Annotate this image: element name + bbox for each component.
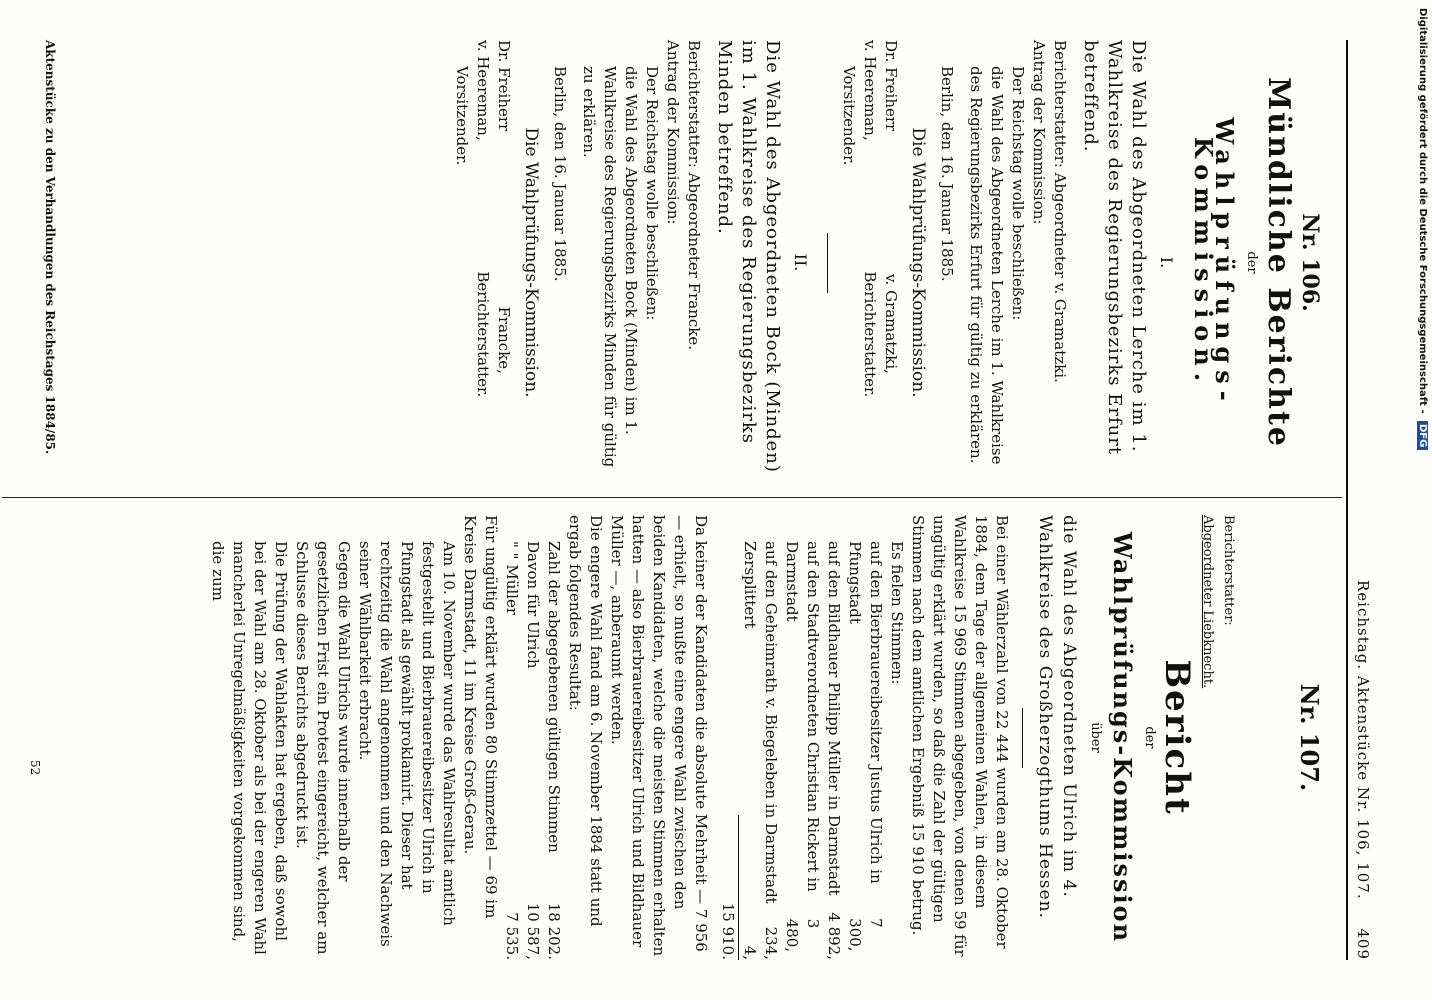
header-title: Reichstag. Aktenstücke Nr. 106, 107. <box>1354 580 1372 900</box>
page-number: 409 <box>1354 928 1372 960</box>
reporter-name: Francke, <box>495 306 513 374</box>
result-value: 7 535. <box>503 912 521 960</box>
divider <box>827 233 828 293</box>
vote-value: 4 892, <box>825 912 843 960</box>
section-ii-number: II. <box>791 253 810 272</box>
vote-label: auf den Bierbrauereibesitzer Justus Ulrich in Pfungstadt <box>846 541 885 884</box>
result-value: 10 587, <box>524 902 542 960</box>
reporter-role: Berichterstatter. <box>861 271 879 398</box>
left-column <box>451 40 1332 485</box>
footer-note: Aktenstücke zu den Verhandlungen des Reichstages 1884/85. <box>43 40 57 455</box>
vote-row <box>823 515 844 960</box>
chair-role: Vorsitzender. <box>840 66 858 166</box>
section-ii-title: Die Wahl des Abgeordneten Bock (Minden) im 1. Wahlkreise des Regierungsbezirks Minden betreffend. <box>714 40 783 473</box>
section-i-number: I. <box>1157 256 1176 269</box>
section-i-date: Berlin, den 16. Januar 1885. <box>938 66 956 282</box>
paragraph-1: Bei einer Wählerzahl von 22 444 wurden am 28. Oktober 1884, dem Tage der allgemeinen Wahlen, in diesem Wahlkreise 15 969 Stimmen abgegeben, von denen 59 für ungültig erklärt wurden, so daß die Zahl der gültigen Stimmen nach dem amtlichen Ergebniß 15 910 betrug. <box>909 515 1011 957</box>
section-ii-chair <box>451 40 514 254</box>
section-ii-signatures <box>451 40 514 485</box>
section-ii-date: Berlin, den 16. Januar 1885. <box>551 66 569 282</box>
vote-row <box>739 515 760 960</box>
reporter-name: v. Gramatzki, <box>882 273 900 374</box>
section-ii-commission: Die Wahlprüfungs-Kommission. <box>521 127 541 398</box>
section-i-antrag: Antrag der Kommission: <box>1030 40 1048 225</box>
section-ii-reporter-sig <box>451 271 514 485</box>
heading-ueber: über <box>1088 722 1103 753</box>
result-row <box>522 515 543 960</box>
paragraph-6: Gegen die Wahl Ulrichs wurde innerhalb der gesetzlichen Frist ein Protest eingereicht, welcher am Schlusse dieses Berichts abgedruckt ist. <box>293 541 353 955</box>
vote-value: 234, <box>762 926 780 960</box>
section-i-beschluss: Der Reichstag wolle beschließen: <box>1009 66 1027 321</box>
running-header <box>1346 40 1372 960</box>
section-i-signatures <box>838 40 901 485</box>
report-subject: die Wahl des Abgeordneten Ulrich im 4. Wahlkreise des Großherzogthums Hessen. <box>1035 515 1079 919</box>
reporter-name: Abgeordneter Liebknecht. <box>1200 515 1215 689</box>
vote-value: 3 480, <box>783 918 822 953</box>
es-fielen-label: Es fielen Stimmen: <box>888 541 906 685</box>
result-label: " " Müller <box>503 541 521 615</box>
section-i-commission: Die Wahlprüfungs-Kommission. <box>908 127 928 398</box>
section-ii-text: die Wahl des Abgeordneten Bock (Minden) im 1. Wahlkreise des Regierungsbezirks Minden für gültig zu erklären. <box>580 66 640 468</box>
section-ii-beschluss: Der Reichstag wolle beschließen: <box>643 66 661 321</box>
paragraph-2: Da keiner der Kandidaten die absolute Mehrheit — 7 956 — erhielt, so mußte eine engere Wahl zwischen den beiden Kandidaten, welche die meisten Stimmen erhalten hatten — also Bierbrauereibesitzer Ulrich und Bildhauer Müller —, anberaumt werden. <box>608 515 710 957</box>
paragraph-4: Für ungültig erklärt wurden 80 Stimmzettel — 69 im Kreise Darmstadt, 11 im Kreise Groß-Gerau. <box>461 515 500 919</box>
result-label: Davon für Ulrich <box>524 541 542 669</box>
reporter-role: Berichterstatter. <box>474 271 492 398</box>
heading-der: der <box>1244 251 1259 274</box>
paragraph-5: Am 10. November wurde das Wahlresultat amtlich festgestellt und Bierbrauereibesitzer Ulrich in Pfungstadt als gewählt proklamirt. Dieser hat rechtzeitig die Wahl angenommen und den Nachweis seiner Wählbarkeit erbracht. <box>356 541 458 947</box>
right-column <box>207 515 1332 960</box>
heading-commission: Wahlprüfungs-Kommission. <box>1189 117 1239 408</box>
vote-row <box>781 515 823 960</box>
heading-bericht: Bericht <box>1157 659 1197 816</box>
vote-label: auf den Stadtverordneten Christian Rickert in Darmstadt <box>783 541 822 892</box>
section-i-text: die Wahl des Abgeordneten Lerche im 1. Wahlkreise des Regierungsbezirks Erfurt für gültig zu erklären. <box>967 66 1006 465</box>
result-label: Zahl der abgegebenen gültigen Stimmen <box>545 541 563 853</box>
result-row <box>501 515 522 960</box>
chair-name: Dr. Freiherr v. Heereman, <box>861 40 900 141</box>
result-list <box>501 515 564 960</box>
vote-label: auf den Geheimrath v. Biegeleben in Darmstadt <box>762 541 780 904</box>
vote-value: 7 300, <box>846 918 885 952</box>
vote-row <box>844 515 886 960</box>
column-divider <box>2 497 1342 498</box>
digitization-label: Digitalisierung gefördert durch die Deutsche Forschungsgemeinschaft - <box>1417 8 1428 414</box>
section-i-title: Die Wahl des Abgeordneten Lerche im 1. Wahlkreise des Regierungsbezirks Erfurt betreffend. <box>1080 40 1149 456</box>
heading-commission: Wahlprüfungs-Kommission <box>1108 531 1137 944</box>
vote-list <box>717 515 886 960</box>
doc-number-106: Nr. 106. <box>1297 213 1323 312</box>
digitization-note <box>1410 8 1428 992</box>
result-row <box>543 515 564 960</box>
section-ii-reporter: Berichterstatter: Abgeordneter Francke. <box>685 40 703 351</box>
digitization-text <box>1410 8 1428 992</box>
heading-der: der <box>1142 726 1157 749</box>
doc-number-107: Nr. 107. <box>1295 683 1324 792</box>
vote-value: 4, <box>741 945 759 960</box>
dfg-badge: DFG <box>1417 421 1428 450</box>
section-ii-antrag: Antrag der Kommission: <box>664 40 682 225</box>
chair-role: Vorsitzender. <box>453 66 471 166</box>
paragraph-7: Die Prüfung der Wahlakten hat ergeben, daß sowohl bei der Wahl am 28. Oktober als bei der engeren Wahl mancherlei Unregelmäßigkeiten vorgekommen sind, die zum <box>209 541 290 955</box>
chair-name: Dr. Freiherr v. Heereman, <box>474 40 513 141</box>
vote-total: 15 910. <box>717 815 739 960</box>
section-i-reporter-sig <box>838 271 901 485</box>
heading-muendliche-berichte: Mündliche Berichte <box>1261 77 1296 448</box>
sheet-number: 52 <box>28 760 42 776</box>
vote-row <box>760 515 781 960</box>
vote-label: auf den Bildhauer Philipp Müller in Darmstadt <box>825 541 843 896</box>
divider <box>1022 708 1023 768</box>
result-value: 18 202. <box>545 902 563 960</box>
vote-label: Zersplittert <box>741 541 759 629</box>
section-i-chair <box>838 40 901 254</box>
paragraph-3: Die engere Wahl fand am 6. November 1884 statt und ergab folgendes Resultat: <box>566 515 605 927</box>
reporter-label: Berichterstatter: <box>1221 515 1236 626</box>
section-i-reporter: Berichterstatter: Abgeordneter v. Gramatzki. <box>1051 40 1069 383</box>
